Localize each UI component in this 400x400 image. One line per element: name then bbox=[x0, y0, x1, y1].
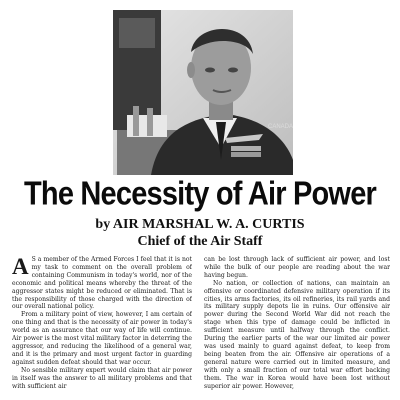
portrait-photo bbox=[113, 10, 293, 175]
paragraph: No sensible military expert would claim that air power in itself was the answer to all military problems and that with sufficient air bbox=[12, 366, 192, 390]
portrait-illustration bbox=[113, 10, 293, 175]
article-title: The Necessity of Air Power bbox=[23, 175, 377, 213]
article-byline: by AIR MARSHAL W. A. CURTIS bbox=[95, 217, 305, 232]
drop-cap: A bbox=[12, 256, 29, 279]
paragraph: From a military point of view, however, I am certain of one thing and that is the necessity of air power in today's world as an assurance that our way of life will continue. Air power is the most vital military factor in deterring the aggressor, and reducing the likelihood of a general war, and it is the primary and most urgent factor in guarding against sudden defeat should that war occur. bbox=[12, 311, 192, 366]
article-column-left bbox=[12, 256, 192, 400]
shoulder-badge-text: CANADA bbox=[268, 124, 293, 130]
author-position: Chief of the Air Staff bbox=[137, 234, 263, 249]
paragraph-text: S a member of the Armed Forces I feel that it is not my task to comment on the overall problem of containing Communism in today's world, nor of the economic and political means whereby the threat of the aggressor states might be reduced or eliminated. That is the responsibility of those charged with the direction of our overall national policy. bbox=[12, 256, 192, 311]
article-column-right bbox=[204, 256, 390, 400]
paragraph: can be lost through lack of sufficient air power, and lost while the bulk of our people are reading about the war having begun. bbox=[204, 256, 390, 279]
paragraph: No nation, or collection of nations, can maintain an offensive or coordinated defensive military operation if its cities, its arms factories, its oil refineries, its rail yards and its military supply depots lie in ruins. Our offensive air power during the Second World War did not reach the stage when this type of damage could be inflicted in sufficient measure until halfway through the conflict. During the earlier parts of the war our limited air power was used mainly to guard against defeat, to keep from being beaten from the air. Offensive air operations of a general nature were carried out in limited measure, and with only a small fraction of our total war effort backing them. The war in Korea would have been lost without superior air power. However, bbox=[204, 279, 390, 390]
paragraph bbox=[12, 256, 192, 311]
